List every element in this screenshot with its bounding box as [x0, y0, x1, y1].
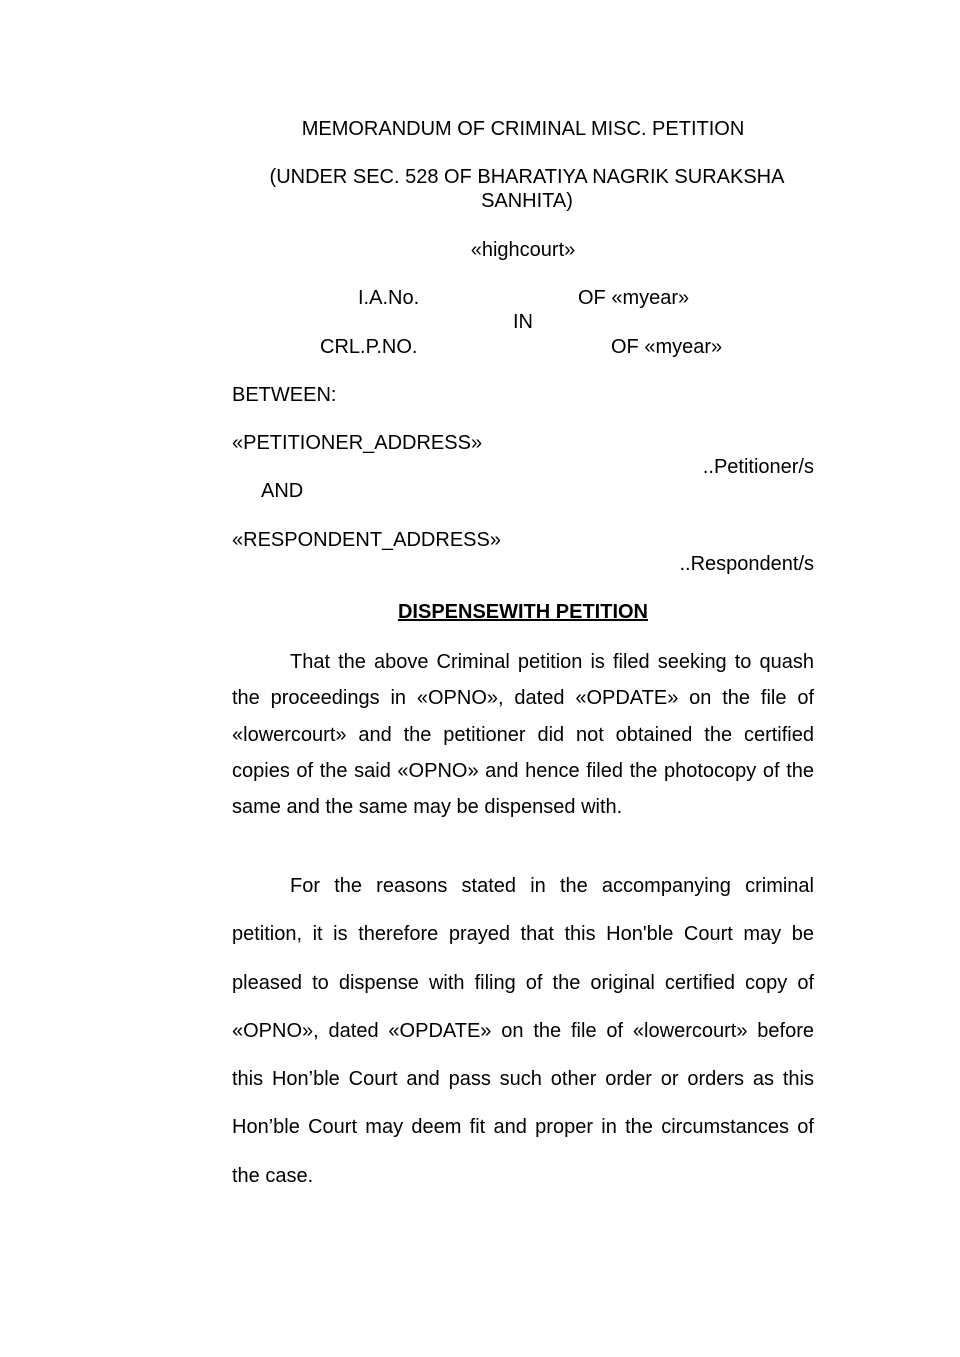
between-label: BETWEEN:	[232, 384, 337, 406]
ia-number-label: I.A.No.	[358, 287, 420, 309]
petitioner-address: «PETITIONER_ADDRESS»	[232, 432, 483, 454]
respondent-role: ..Respondent/s	[679, 553, 814, 575]
document-title: MEMORANDUM OF CRIMINAL MISC. PETITION	[301, 118, 745, 140]
ia-year: OF «myear»	[578, 287, 690, 309]
petitioner-role: ..Petitioner/s	[702, 456, 814, 478]
crlp-number-label: CRL.P.NO.	[320, 336, 418, 358]
respondent-address: «RESPONDENT_ADDRESS»	[232, 529, 501, 551]
paragraph-1: That the above Criminal petition is filed seeking to quash the proceedings in «OPNO», dated «OPDATE» on the file of «lowercourt» and the petitioner did not obtained the certified copies of the said «OPNO» and hence filed the photocopy of the same and the same may be dispensed with.	[232, 651, 814, 819]
document-subtitle: (UNDER SEC. 528 OF BHARATIYA NAGRIK SURAKSHA SANHITA)	[269, 166, 785, 212]
crlp-year: OF «myear»	[611, 336, 723, 358]
and-label: AND	[261, 480, 304, 502]
court-name: «highcourt»	[470, 239, 576, 261]
petition-heading: DISPENSEWITH PETITION	[397, 601, 649, 623]
in-label: IN	[513, 311, 533, 333]
paragraph-2: For the reasons stated in the accompanying criminal petition, it is therefore prayed that this Hon'ble Court may be pleased to dispense with filing of the original certified copy of «OPNO», dated «OPDATE» on the file of «lowercourt» before this Hon’ble Court and pass such other order or orders as this Hon’ble Court may deem fit and proper in the circumstances of the case.	[232, 875, 814, 1187]
